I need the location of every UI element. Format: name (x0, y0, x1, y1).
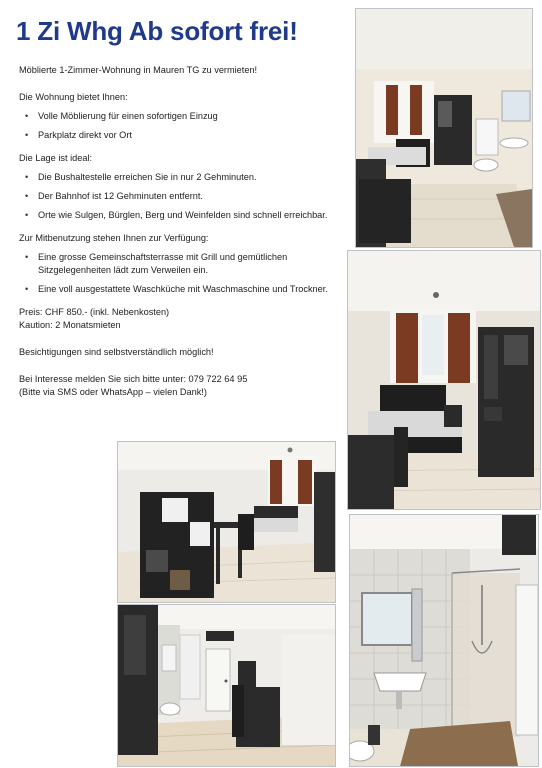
price-text: Preis: CHF 850.- (inkl. Nebenkosten) (19, 307, 170, 317)
deposit-text: Kaution: 2 Monatsmieten (19, 320, 121, 330)
shared-heading: Zur Mitbenutzung stehen Ihnen zur Verfügung: (19, 233, 209, 243)
viewing-text: Besichtigungen sind selbstverständlich möglich! (19, 347, 214, 357)
list-item: • Volle Möblierung für einen sofortigen Einzug (19, 110, 349, 123)
contact-note: (Bitte via SMS oder WhatsApp – vielen Dank!) (19, 387, 207, 397)
photo-room-overview (355, 8, 533, 248)
list-item: • Orte wie Sulgen, Bürglen, Berg und Weinfelden sind schnell erreichbar. (19, 209, 349, 222)
offers-list (19, 110, 349, 142)
list-item: • Eine voll ausgestattete Waschküche mit Waschmaschine und Trockner. (19, 283, 349, 296)
list-item: • Der Bahnhof ist 12 Gehminuten entfernt. (19, 190, 349, 203)
photo-hallway-entrance (117, 604, 336, 767)
photo-bathroom-shower (349, 514, 539, 767)
list-item: • Eine grosse Gemeinschaftsterrasse mit Grill und gemütlichen Sitzgelegenheiten lädt zum Verweilen ein. (19, 251, 349, 277)
shared-list (19, 251, 349, 296)
list-item: • Die Bushaltestelle erreichen Sie in nur 2 Gehminuten. (19, 171, 349, 184)
intro-text: Möblierte 1-Zimmer-Wohnung in Mauren TG zu vermieten! (19, 65, 258, 75)
contact-text: Bei Interesse melden Sie sich bitte unter: 079 722 64 95 (19, 374, 248, 384)
photo-bed-wardrobe (347, 250, 541, 510)
location-heading: Die Lage ist ideal: (19, 153, 93, 163)
list-item: • Parkplatz direkt vor Ort (19, 129, 349, 142)
location-list (19, 171, 349, 222)
photo-shelf-desk (117, 441, 336, 603)
page-title: 1 Zi Whg Ab sofort frei! (16, 16, 298, 46)
offers-heading: Die Wohnung bietet Ihnen: (19, 92, 128, 102)
listing-text (19, 64, 349, 399)
